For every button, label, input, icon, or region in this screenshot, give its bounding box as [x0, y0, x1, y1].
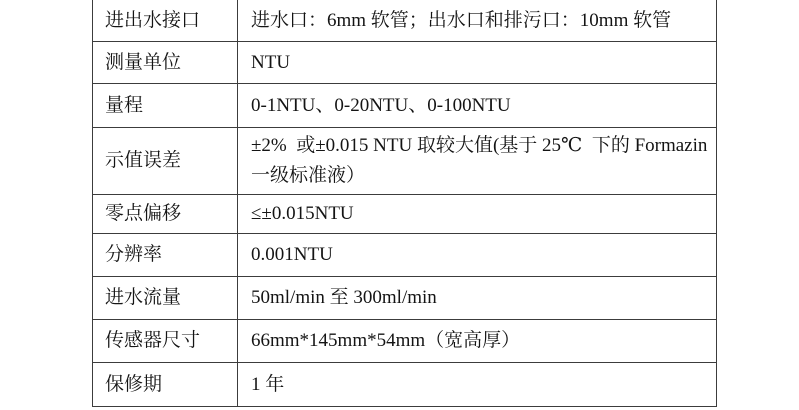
- spec-value-cell: [238, 363, 716, 406]
- table-row: [93, 195, 716, 234]
- spec-value-cell: [238, 195, 716, 233]
- spec-value-line: 进水口：6mm 软管；出水口和排污口：10mm 软管: [251, 9, 672, 31]
- spec-label: 保修期: [105, 373, 163, 395]
- spec-value-line: 50ml/min 至 300ml/min: [251, 287, 437, 308]
- spec-label: 传感器尺寸: [105, 330, 201, 351]
- spec-label: 量程: [105, 94, 144, 116]
- spec-value-cell: [238, 277, 716, 319]
- table-row: [93, 128, 716, 195]
- spec-value-line: 1 年: [251, 373, 285, 395]
- spec-label: 进水流量: [105, 287, 182, 308]
- spec-label-cell: [93, 84, 238, 127]
- spec-label: 进出水接口: [105, 9, 201, 31]
- spec-label-cell: [93, 0, 238, 41]
- spec-label: 测量单位: [105, 51, 182, 73]
- spec-value-line: ≤±0.015NTU: [251, 203, 354, 224]
- spec-table: [92, 0, 717, 407]
- table-row: [93, 277, 716, 320]
- table-row: [93, 0, 716, 42]
- spec-value-line: 0-1NTU、0-20NTU、0-100NTU: [251, 94, 511, 116]
- spec-label-cell: [93, 320, 238, 362]
- table-row: [93, 84, 716, 128]
- spec-label: 分辨率: [105, 244, 163, 265]
- spec-value-line: 66mm*145mm*54mm（宽高厚）: [251, 330, 521, 351]
- spec-label-cell: [93, 128, 238, 194]
- spec-label: 零点偏移: [105, 203, 182, 224]
- spec-value-cell: [238, 128, 716, 194]
- spec-label-cell: [93, 42, 238, 83]
- spec-label-cell: [93, 234, 238, 276]
- spec-value-cell: [238, 84, 716, 127]
- spec-label: 示值误差: [105, 150, 182, 171]
- table-row: [93, 234, 716, 277]
- spec-label-cell: [93, 195, 238, 233]
- spec-value-line: 0.001NTU: [251, 244, 333, 265]
- spec-value-line: NTU: [251, 51, 291, 73]
- spec-value-cell: [238, 0, 716, 41]
- spec-value-cell: [238, 234, 716, 276]
- spec-value-cell: [238, 320, 716, 362]
- table-row: [93, 320, 716, 363]
- spec-value-line: 一级标准液）: [251, 165, 366, 186]
- spec-value-cell: [238, 42, 716, 83]
- spec-label-cell: [93, 277, 238, 319]
- table-row: [93, 42, 716, 84]
- spec-value-line: ±2% 或±0.015 NTU 取较大值(基于 25℃ 下的 Formazin: [251, 135, 708, 156]
- table-row: [93, 363, 716, 407]
- spec-label-cell: [93, 363, 238, 406]
